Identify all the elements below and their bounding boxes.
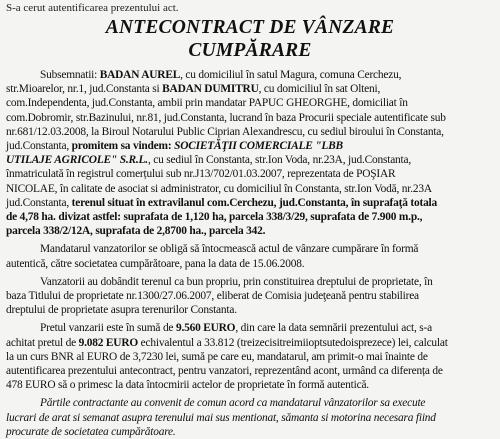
text-line: la un curs BNR al EURO de 3,7230 lei, sumă pe care eu, mandatarul, am primit-o mai înainte de: [6, 350, 428, 363]
buyer-name: UTILAJE AGRICOLE" S.R.L.: [6, 154, 148, 167]
text-line: [6, 321, 496, 335]
text-line: autentificarea prezentului antecontract, pentru vanzatori, reprezentând acont, urmând ca diferența de: [6, 365, 443, 378]
text-run: jud.Constanta,: [6, 140, 72, 153]
text-line: Părtile contractante au convenit de comun acord ca mandatarul vânzatorilor sa execute: [40, 397, 426, 410]
text-line: înmatriculată în registrul comerțului sub nr.J13/702/01.03.2007, reprezentata de POŞIAR: [6, 168, 396, 181]
document-body: [6, 68, 496, 439]
text-line: procurate de societatea cumpărătoare.: [6, 425, 176, 438]
text-line: nr.681/12.03.2008, la Biroul Notarului Public Ciprian Alexandrescu, cu sediul biroului în Constanta,: [6, 125, 444, 138]
text-line: [6, 336, 496, 350]
text-run: , cu domiciliul în satul Magura, comuna Cerchezu,: [180, 69, 402, 81]
text-run: , cu sediul în Constanta, str.Ion Voda, nr.23A, jud.Constanta,: [147, 154, 412, 167]
text-line: 478 EURO să o primesc la data întocmirii actelor de proprietate în formă autentică.: [6, 379, 369, 392]
seller-name: BADAN DUMITRU: [162, 83, 259, 96]
land-description: parcela 338/2/12A, suprafata de 2,8700 ha., parcela 342.: [6, 225, 266, 238]
text-line: lucrari de arat si semanat asupra terenului mai sus mentionat, sămanta si motorina necesara fiind: [6, 411, 436, 424]
text-run: str.Mioarelor, nr.1, jud.Constanta si: [6, 83, 163, 96]
text-line: [6, 82, 496, 96]
text-line: Mandatarul vanzatorilor se obligă să întocmească actul de vânzare cumpărare în formă: [40, 243, 419, 256]
land-description: de 4,78 ha. divizat astfel: suprafata de 1,120 ha, parcela 338/3/29, suprafata de 7.900 m.p.,: [6, 211, 423, 224]
document-title-line1: ANTECONTRACT DE VÂNZARE: [105, 17, 395, 38]
text-line: dreptului de proprietate asupra terenurilor Constanta.: [6, 304, 237, 317]
text-line: [6, 153, 496, 167]
text-line: autentică, către societatea cumpărătoare, pana la data de 15.06.2008.: [6, 257, 305, 270]
text-line: com.Dobromir, str.Bazinului, nr.81, jud.Constanta, lucrand în baza Procurii speciale autentificate sub: [6, 111, 446, 124]
text-line: [6, 139, 496, 153]
text-run: jud.Constanta,: [6, 196, 72, 209]
seller-name: BADAN AUREL: [99, 69, 181, 81]
authentication-note: S-a cerut autentificarea prezentului act.: [6, 2, 179, 14]
text-line: [6, 68, 496, 82]
promise-clause: promitem sa vindem:: [71, 140, 175, 153]
text-run: Pretul vanzarii este în sumă de: [40, 322, 176, 335]
text-run: , din care la data semnării prezentului act, s-a: [235, 322, 432, 335]
text-line: Vanzatorii au dobândit terenul ca bun propriu, prin constituirea dreptului de proprietate, în: [40, 275, 433, 288]
text-run: , cu domiciliul în sat Olteni,: [258, 83, 381, 96]
land-description: terenul situat în extravilanul com.Cerchezu, jud.Constanta, în suprafaţă totala: [71, 196, 438, 209]
text-line: [6, 196, 496, 210]
text-run: echivalentul a 33.812 (treizecisitreimiioptsutedoisprezece) lei, calculat: [138, 336, 448, 349]
text-line: com.Independenta, jud.Constanta, ambii prin mandatar PAPUC GHEORGHE, domiciliat în: [6, 97, 408, 110]
buyer-name: SOCIETĂŢII COMERCIALE "LBB: [174, 140, 343, 153]
document-title-line2: CUMPĂRARE: [188, 40, 312, 61]
price-total: 9.560 EURO: [175, 322, 236, 335]
text-run: achitat pretul de: [6, 336, 79, 349]
text-line: baza Titlului de proprietate nr.1300/27.06.2007, eliberat de Comisia judeţeană pentru stabilirea: [6, 290, 419, 303]
text-line: NICOLAE, în calitate de asociat si administrator, cu domiciliul în Constanta, str.Ion Vodă, nr.23A: [6, 182, 432, 195]
price-paid: 9.082 EURO: [78, 336, 139, 349]
text-run: Subsemnatii:: [40, 69, 100, 81]
